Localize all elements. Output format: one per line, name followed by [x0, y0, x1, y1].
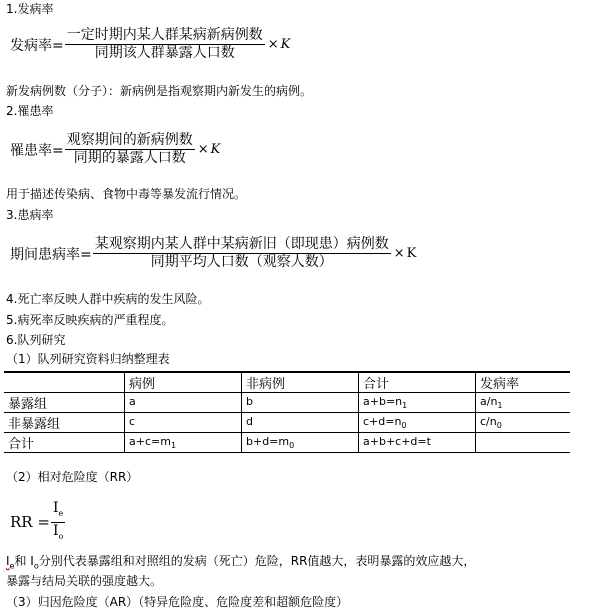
cohort-data-table [4, 371, 570, 453]
table-header-row [4, 372, 570, 393]
section-2-note: 用于描述传染病、食物中毒等暴发流行情况。 [6, 187, 247, 201]
formula-numerator: $I_e$ [52, 500, 64, 518]
table-cell: $a+c=m_1$ [125, 433, 242, 453]
relative-risk-note-line-1: $I_e$和 $I_o$分别代表暴露组和对照组的发病（死亡）危险，RR值越大，表明暴露的效应越大， [6, 554, 476, 571]
table-cell: $a+b=n_1$ [359, 393, 476, 413]
row-label: 非暴露组 [4, 413, 125, 433]
table-header-cell: 发病率 [476, 372, 571, 393]
section-6-subtitle-2: （2）相对危险度（RR） [6, 470, 139, 484]
section-3-title: 3.患病率 [6, 208, 54, 222]
table-header-cell: 病例 [125, 372, 242, 393]
formula-lhs: 期间患病率= [10, 246, 92, 263]
formula-lhs: 罹患率= [10, 142, 64, 159]
formula-fraction [65, 132, 195, 167]
row-label: 暴露组 [4, 393, 125, 413]
table-cell: a [125, 393, 242, 413]
formula-denominator: 同期的暴露人口数 [73, 150, 186, 166]
table-header-cell [4, 372, 125, 393]
attack-rate-formula [10, 132, 220, 167]
constant-k: K [280, 37, 291, 52]
row-label: 合计 [4, 433, 125, 453]
section-5-text: 5.病死率反映疾病的严重程度。 [6, 313, 174, 327]
formula-numerator: 观察期间的新病例数 [66, 132, 193, 148]
incidence-rate-formula [10, 27, 290, 62]
formula-fraction [65, 27, 265, 62]
formula-denominator: 同期平均人口数（观察人数） [150, 254, 333, 270]
table-cell: a+b+c+d=t [359, 433, 476, 453]
section-1-note: 新发病例数（分子）：新病例是指观察期内新发生的病例。 [6, 84, 313, 98]
formula-fraction [51, 500, 65, 545]
table-header-cell: 合计 [359, 372, 476, 393]
relative-risk-formula [10, 500, 66, 545]
table-row [4, 413, 570, 433]
section-1-title: 1.发病率 [6, 2, 54, 16]
formula-denominator: 同期该人群暴露人口数 [94, 45, 235, 61]
formula-fraction [93, 236, 391, 271]
formula-lhs: RR = [10, 513, 50, 532]
formula-denominator: $I_o$ [52, 522, 64, 541]
table-header-cell: 非病例 [242, 372, 359, 393]
table-cell: $c/n_0$ [476, 413, 571, 433]
multiply-sign: × [197, 142, 209, 157]
table-cell: d [242, 413, 359, 433]
section-6-title: 6.队列研究 [6, 333, 66, 347]
table-row [4, 433, 570, 453]
section-6-subtitle-1: （1）队列研究资料归纳整理表 [6, 352, 170, 366]
table-row [4, 393, 570, 413]
multiply-sign: × [393, 246, 405, 261]
constant-k: K [210, 142, 221, 157]
table-cell: $a/n_1$ [476, 393, 571, 413]
section-6-subtitle-3: （3）归因危险度（AR）（特异危险度、危险度差和超额危险度） [6, 595, 349, 609]
formula-numerator: 某观察期内某人群中某病新旧（即现患）病例数 [94, 236, 389, 252]
constant-k: K [406, 246, 417, 261]
table-cell: $c+d=n_0$ [359, 413, 476, 433]
formula-lhs: 发病率= [10, 37, 64, 54]
incidence-exposed-symbol: $I_e$ [6, 554, 15, 571]
section-4-text: 4.死亡率反映人群中疾病的发生风险。 [6, 292, 210, 306]
formula-numerator: 一定时期内某人群某病新病例数 [66, 27, 263, 43]
table-cell: $b+d=m_0$ [242, 433, 359, 453]
table-cell [476, 433, 571, 453]
table-cell: b [242, 393, 359, 413]
table-cell: c [125, 413, 242, 433]
section-2-title: 2.罹患率 [6, 104, 54, 118]
prevalence-formula [10, 236, 416, 271]
multiply-sign: × [267, 37, 279, 52]
relative-risk-note-line-2: 暴露与结局关联的强度越大。 [6, 574, 163, 588]
